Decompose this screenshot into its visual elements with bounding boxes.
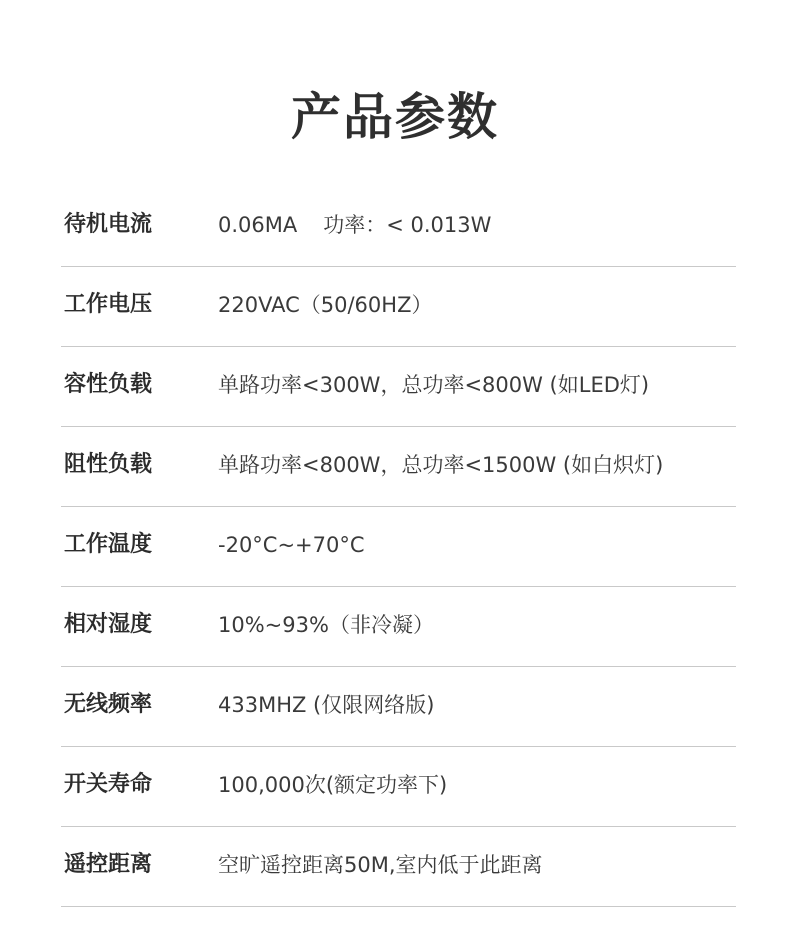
spec-row-relative-humidity: [61, 587, 736, 667]
spec-label: 开关寿命: [64, 772, 153, 797]
spec-value: 10%~93%（非冷凝）: [218, 613, 434, 637]
spec-label: 无线频率: [64, 692, 153, 717]
spec-value: 220VAC（50/60HZ）: [218, 293, 433, 317]
spec-label: 待机电流: [64, 212, 153, 237]
spec-label: 工作温度: [64, 532, 153, 557]
spec-label: 工作电压: [64, 292, 153, 317]
spec-value: -20°C~+70°C: [218, 533, 365, 557]
spec-value-current: 0.06MA: [218, 213, 298, 237]
spec-row-operating-voltage: [61, 267, 736, 347]
spec-label: 容性负载: [64, 372, 153, 397]
spec-label: 遥控距离: [64, 852, 153, 877]
spec-value: 433MHZ (仅限网络版): [218, 693, 435, 717]
spec-value: 单路功率<800W，总功率<1500W (如白炽灯): [218, 453, 664, 477]
spec-value: 空旷遥控距离50M,室内低于此距离: [218, 853, 543, 877]
spec-label: 相对湿度: [64, 612, 153, 637]
spec-row-resistive-load: [61, 427, 736, 507]
spec-row-wireless-frequency: [61, 667, 736, 747]
page-title: 产品参数: [291, 88, 499, 146]
spec-table: [61, 187, 736, 907]
spec-value: [218, 209, 491, 241]
spec-value: 单路功率<300W，总功率<800W (如LED灯): [218, 373, 650, 397]
spec-value: 100,000次(额定功率下): [218, 773, 448, 797]
spec-value-power: 功率：< 0.013W: [323, 213, 492, 237]
spec-row-switch-lifespan: [61, 747, 736, 827]
spec-row-standby-current: [61, 187, 736, 267]
spec-row-operating-temperature: [61, 507, 736, 587]
spec-row-remote-distance: [61, 827, 736, 907]
spec-row-capacitive-load: [61, 347, 736, 427]
spec-label: 阻性负载: [64, 452, 153, 477]
